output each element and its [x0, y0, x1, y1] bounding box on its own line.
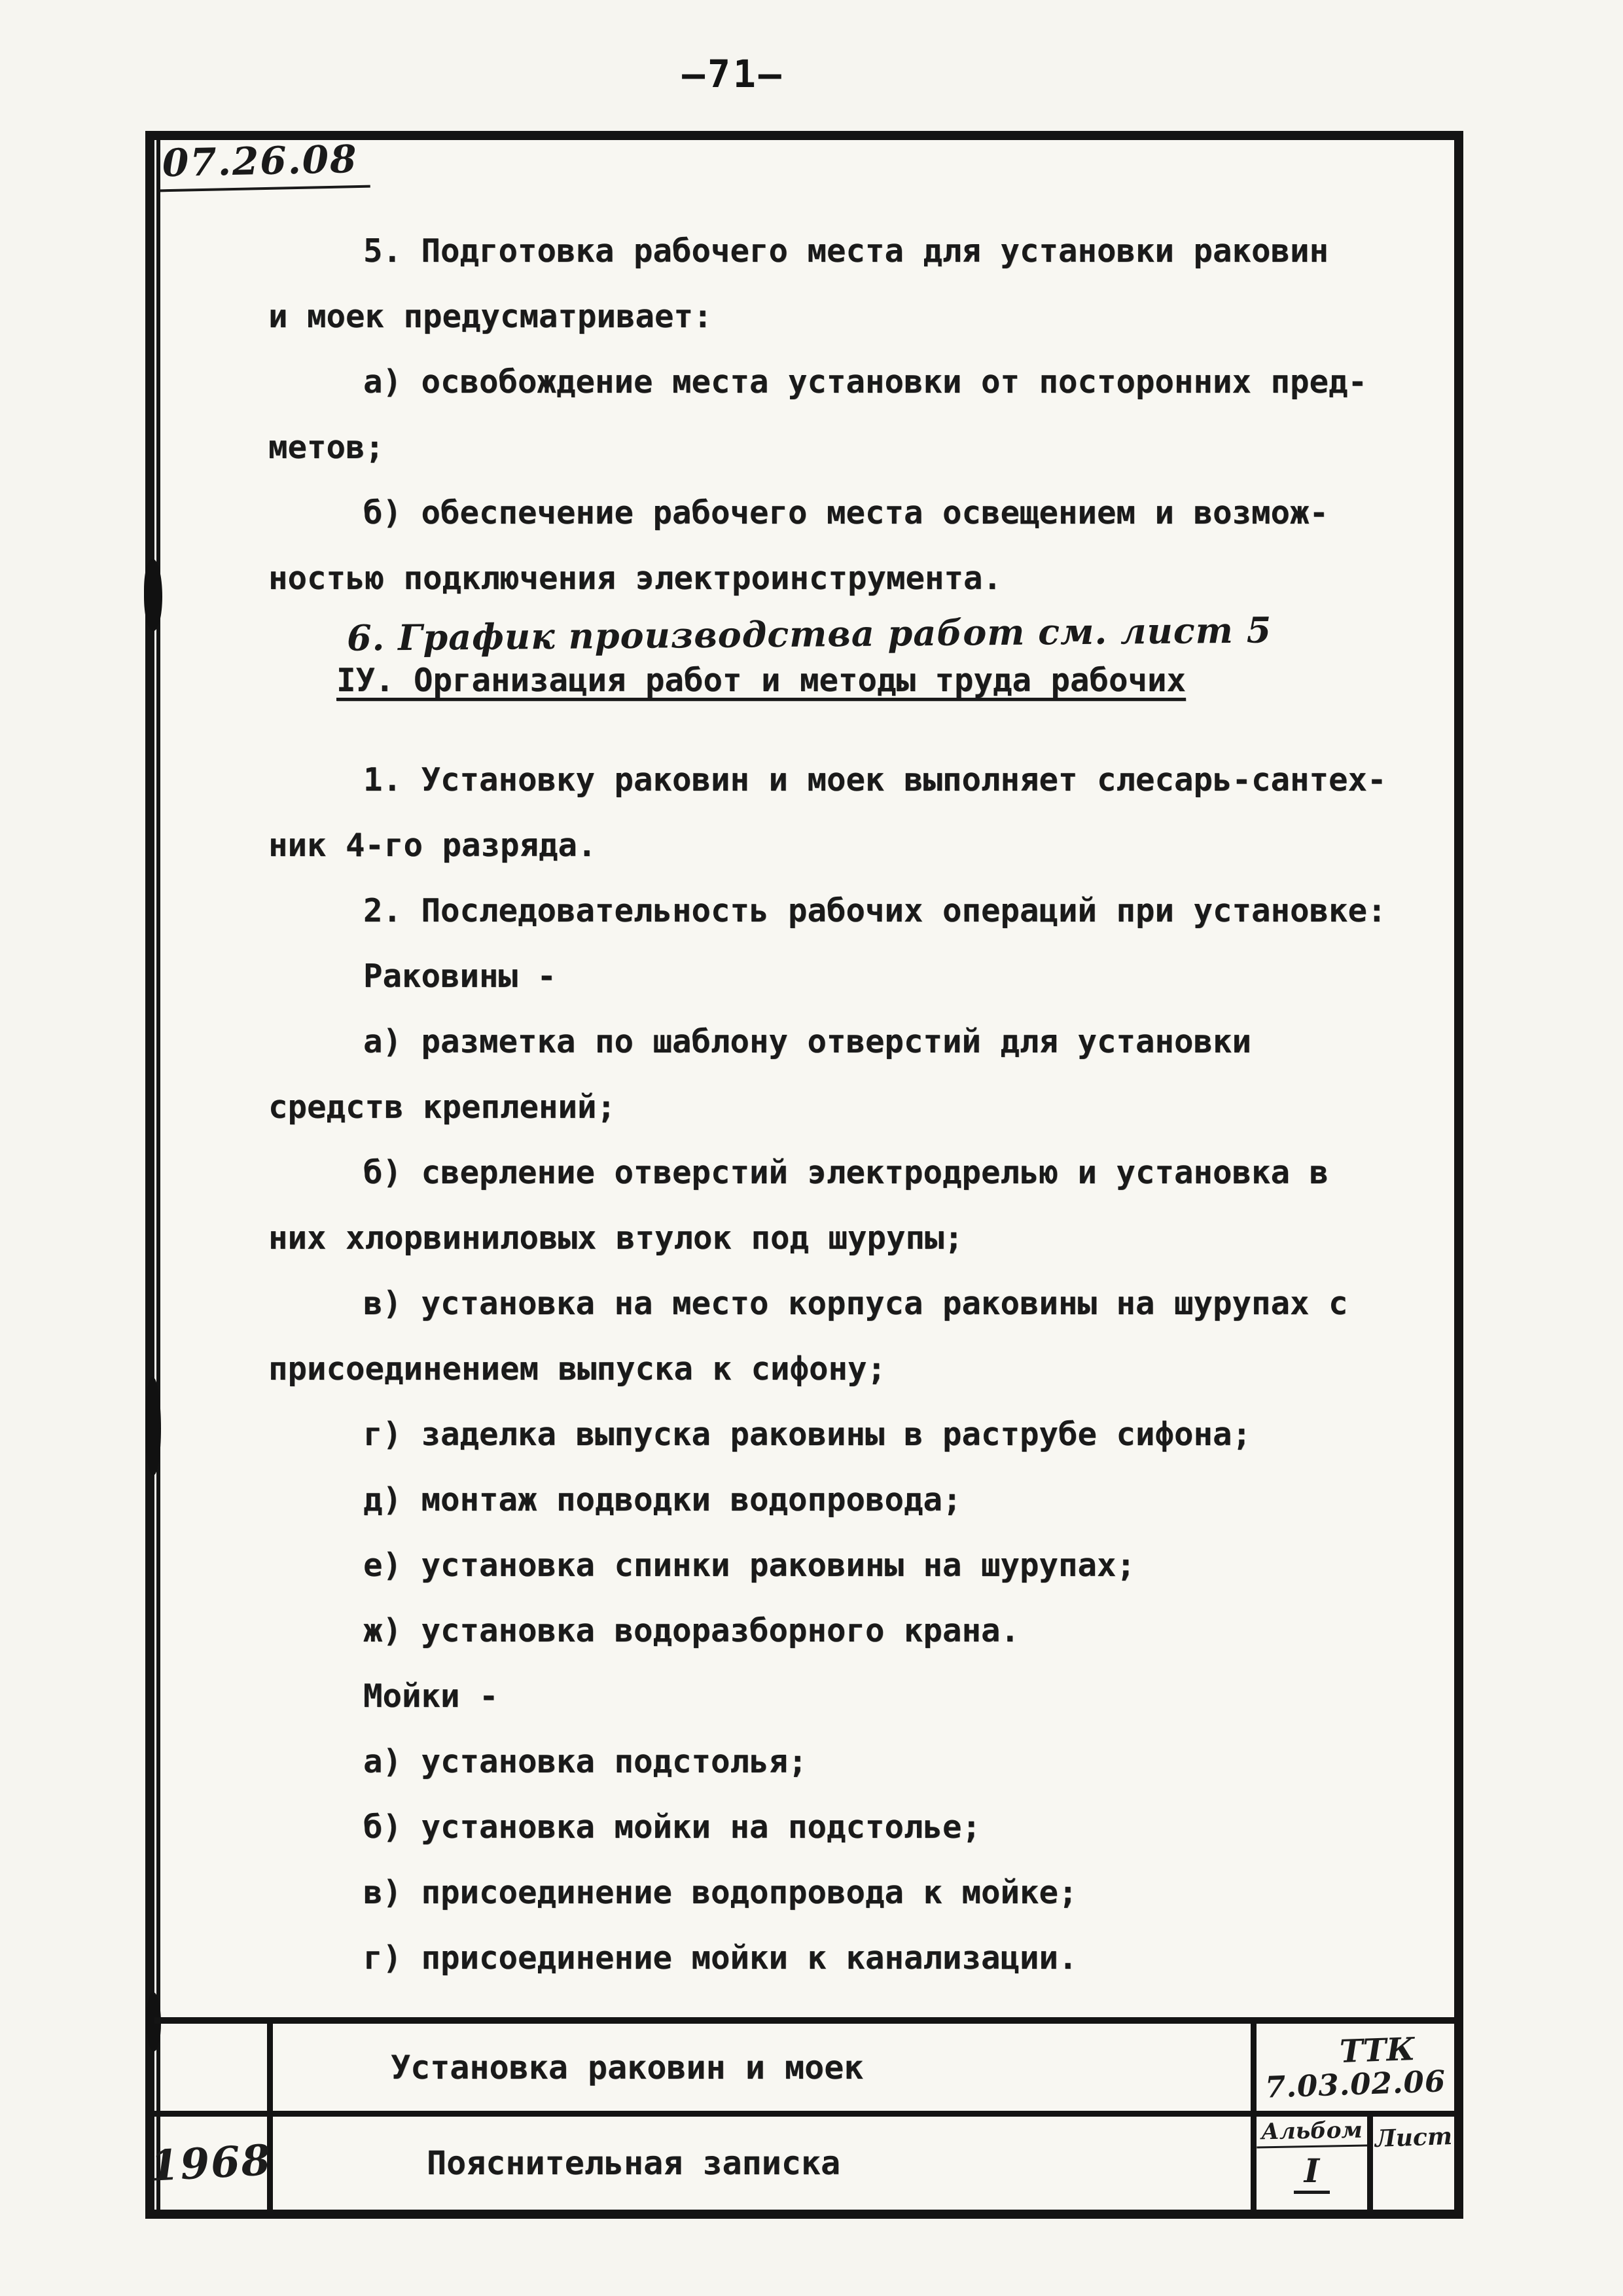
- text-line: Раковины -: [363, 958, 557, 995]
- text-line: в) установка на место корпуса раковины на шурупах с: [363, 1285, 1348, 1322]
- text-line: е) установка спинки раковины на шурупах;: [363, 1547, 1136, 1584]
- year-note: 1968: [149, 2135, 273, 2191]
- line-gap: [268, 706, 1440, 747]
- text-line: в) присоединение водопровода к мойке;: [363, 1874, 1078, 1911]
- album-number: I: [1294, 2153, 1330, 2194]
- doc-code-label: ТТК: [1339, 2030, 1416, 2070]
- scan-artifact: [145, 1377, 161, 1475]
- document-title: Установка раковин и моек: [391, 2048, 864, 2087]
- scan-artifact: [144, 559, 162, 631]
- text-line: а) освобождение места установки от посторонних пред-: [363, 363, 1368, 401]
- doc-code-cell: [1257, 2024, 1454, 2117]
- title-block: [149, 2017, 1454, 2210]
- text-line: а) разметка по шаблону отверстий для установки: [363, 1023, 1252, 1060]
- text-line: них хлорвиниловых втулок под шурупы;: [268, 1219, 964, 1257]
- document-title-cell: [273, 2024, 1257, 2117]
- page-frame: [145, 131, 1463, 2219]
- text-line: 2. Последовательность рабочих операций при установке:: [363, 892, 1387, 929]
- text-line: а) установка подстолья;: [363, 1743, 808, 1780]
- text-line: г) заделка выпуска раковины в раструбе сифона;: [363, 1416, 1252, 1453]
- text-line: д) монтаж подводки водопровода;: [363, 1481, 962, 1518]
- section-heading: IУ. Организация работ и методы труда рабочих: [336, 662, 1186, 699]
- text-line: б) установка мойки на подстолье;: [363, 1808, 982, 1846]
- album-label: Альбом: [1257, 2116, 1368, 2149]
- body-text: [268, 219, 1440, 1991]
- text-line: присоединением выпуска к сифону;: [268, 1350, 887, 1388]
- handwritten-doc-code: 07.26.08: [159, 135, 370, 192]
- text-line: б) обеспечение рабочего места освещением и возмож-: [363, 494, 1329, 531]
- album-cell: [1257, 2117, 1373, 2210]
- text-line: метов;: [268, 429, 385, 466]
- text-line: 5. Подготовка рабочего места для установки раковин: [363, 232, 1329, 270]
- text-line: и моек предусматривает:: [268, 298, 713, 335]
- text-line: ж) установка водоразборного крана.: [363, 1612, 1020, 1649]
- frame-inner-line: [156, 140, 160, 2210]
- doc-code-value: 7.03.02.06: [1264, 2063, 1446, 2105]
- handwritten-note: 6. График производства работ см. лист 5: [346, 609, 1272, 659]
- text-line: 1. Установку раковин и моек выполняет слесарь-сантех-: [363, 761, 1387, 798]
- title-block-empty-cell: [154, 2024, 273, 2117]
- text-line: Мойки -: [363, 1677, 499, 1715]
- sheet-label: Лист: [1374, 2122, 1453, 2153]
- year-cell: [149, 2117, 273, 2210]
- text-line: средств креплений;: [268, 1088, 616, 1126]
- page-number: —71—: [682, 52, 784, 96]
- text-line: б) сверление отверстий электродрелью и установка в: [363, 1154, 1329, 1191]
- text-line: ностью подключения электроинструмента.: [268, 560, 1003, 597]
- document-subtitle-cell: [273, 2117, 1257, 2210]
- sheet-cell: [1373, 2117, 1454, 2210]
- text-line: ник 4-го разряда.: [268, 827, 597, 864]
- document-subtitle: Пояснительная записка: [427, 2144, 841, 2182]
- text-line: г) присоединение мойки к канализации.: [363, 1939, 1078, 1977]
